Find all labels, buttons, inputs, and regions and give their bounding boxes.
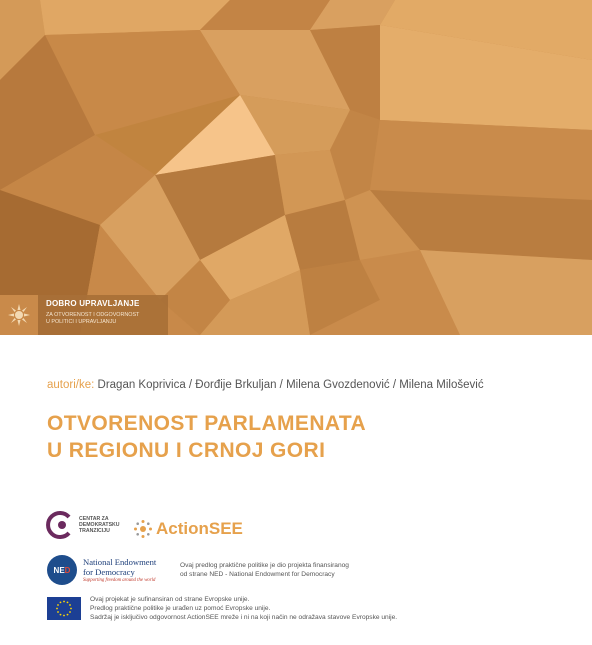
badge-text — [38, 295, 168, 335]
actionsee-star-icon — [133, 519, 153, 539]
document-title — [47, 410, 366, 464]
cdt-text-line: DEMOKRATSKU — [79, 521, 120, 528]
ned-funding-note — [180, 561, 349, 579]
cdt-logo — [45, 510, 120, 540]
cdt-text-line: TRANZICIJU — [79, 528, 110, 535]
badge-subtitle — [46, 312, 156, 326]
sun-emblem-graphic — [7, 303, 31, 327]
actionsee-logo — [133, 519, 243, 539]
ned-name-line: for Democracy — [83, 567, 135, 577]
actionsee-logo-text: ActionSEE — [156, 519, 243, 538]
eu-funding-note — [90, 595, 397, 622]
note-line: od strane NED - National Endowment for Democracy — [180, 571, 335, 578]
program-badge — [0, 295, 168, 335]
cdt-logo-icon — [45, 510, 75, 540]
ned-tagline: Supporting freedom around the world — [83, 578, 156, 583]
authors-label: autori/ke: — [47, 379, 95, 391]
ned-logo — [47, 555, 156, 585]
note-line: Sadržaj je isključivo odgovornost ActionSEE mreže i ni na koji način ne odražava stavove Evropske unije. — [90, 614, 398, 621]
cdt-logo-text — [79, 516, 120, 535]
title-line: OTVORENOST PARLAMENATA — [47, 412, 367, 435]
note-line: Ovaj predlog praktične politike je dio projekta finansiranog — [180, 562, 349, 569]
sun-emblem-icon — [0, 295, 38, 335]
eu-flag-icon — [47, 597, 81, 620]
title-line: U REGIONU I CRNOJ GORI — [47, 439, 326, 462]
note-line: Ovaj projekat je sufinansiran od strane Evropske unije. — [90, 596, 250, 603]
ned-logo-icon: NE D — [47, 555, 77, 585]
ned-name-line: National Endowment — [83, 557, 157, 567]
authors-line — [47, 379, 484, 391]
badge-subtitle-line: ZA OTVORENOST I ODGOVORNOST — [46, 312, 140, 318]
cdt-text-line: CENTAR ZA — [79, 515, 109, 522]
authors-names: Dragan Koprivica / Đorđije Brkuljan / Milena Gvozdenović / Milena Milošević — [97, 379, 484, 391]
badge-subtitle-line: U POLITICI I UPRAVLJANJU — [46, 319, 117, 325]
note-line: Predlog praktične politike je urađen uz pomoć Evropske unije. — [90, 605, 271, 612]
badge-title: DOBRO UPRAVLJANJE — [46, 299, 140, 308]
eu-stars-graphic — [47, 597, 81, 620]
ned-logo-text — [83, 557, 156, 583]
